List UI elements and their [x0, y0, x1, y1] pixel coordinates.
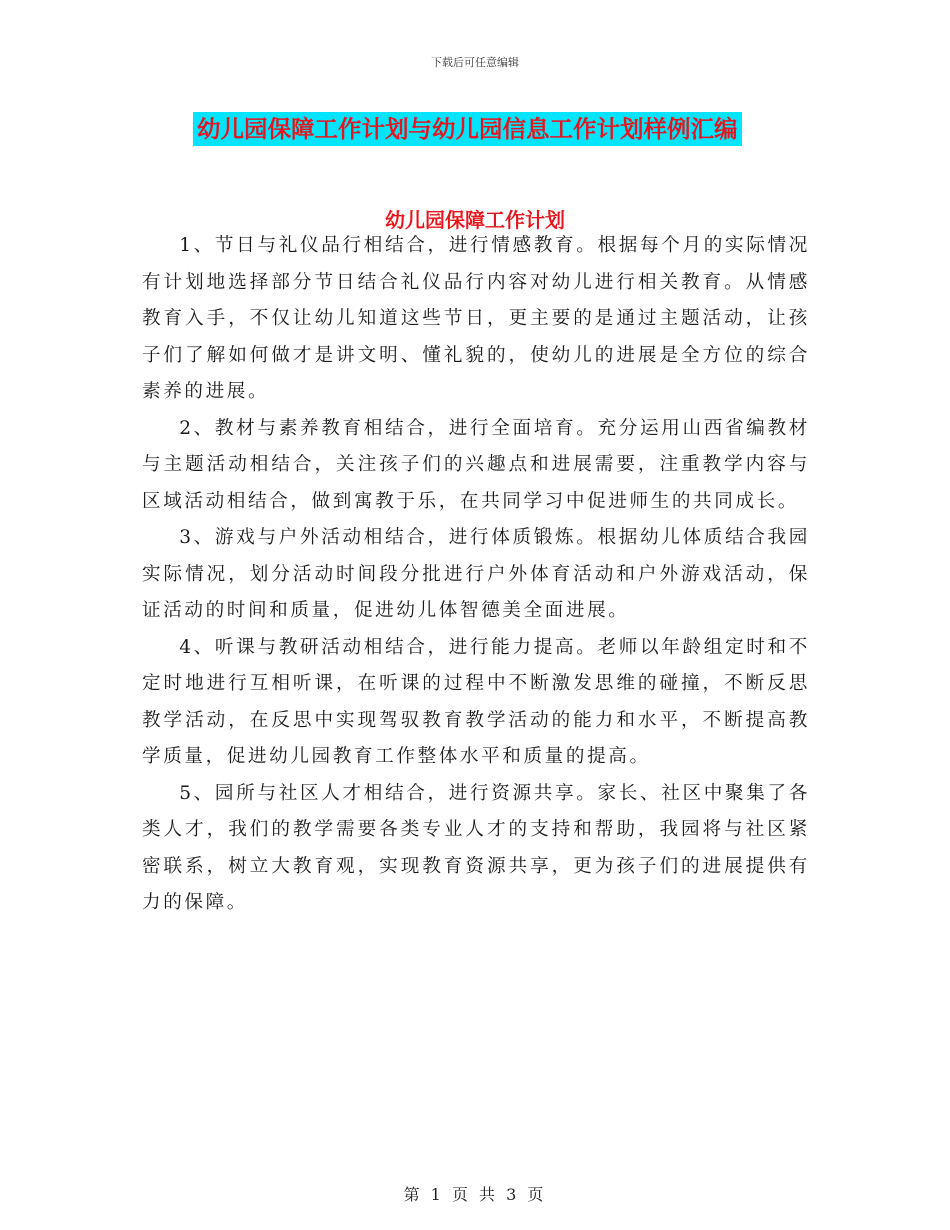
document-body: [142, 228, 810, 922]
paragraph-4: 4、听课与教研活动相结合，进行能力提高。老师以年龄组定时和不定时地进行互相听课，在听课的过程中不断激发思维的碰撞，不断反思教学活动，在反思中实现驾驭教育教学活动的能力和水平，不断提高教学质量，促进幼儿园教育工作整体水平和质量的提高。: [142, 636, 810, 767]
paragraph-1: 1、节日与礼仪品行相结合，进行情感教育。根据每个月的实际情况有计划地选择部分节日结合礼仪品行内容对幼儿进行相关教育。从情感教育入手，不仅让幼儿知道这些节日，更主要的是通过主题活动，让孩子们了解如何做才是讲文明、懂礼貌的，使幼儿的进展是全方位的综合素养的进展。: [142, 235, 810, 402]
section-title: 幼儿园保障工作计划: [385, 208, 565, 232]
document-title: 幼儿园保障工作计划与幼儿园信息工作计划样例汇编: [193, 112, 742, 146]
header-note: 下载后可任意编辑: [431, 56, 519, 69]
paragraph-2: 2、教材与素养教育相结合，进行全面培育。充分运用山西省编教材与主题活动相结合，关注孩子们的兴趣点和进展需要，注重教学内容与区域活动相结合，做到寓教于乐，在共同学习中促进师生的共同成长。: [142, 417, 810, 512]
paragraph-5: 5、园所与社区人才相结合，进行资源共享。家长、社区中聚集了各类人才，我们的教学需要各类专业人才的支持和帮助，我园将与社区紧密联系，树立大教育观，实现教育资源共享，更为孩子们的进展提供有力的保障。: [142, 782, 810, 913]
paragraph-3: 3、游戏与户外活动相结合，进行体质锻炼。根据幼儿体质结合我园实际情况，划分活动时间段分批进行户外体育活动和户外游戏活动，保证活动的时间和质量，促进幼儿体智德美全面进展。: [142, 527, 810, 621]
page-number: 第 1 页 共 3 页: [403, 1185, 547, 1204]
